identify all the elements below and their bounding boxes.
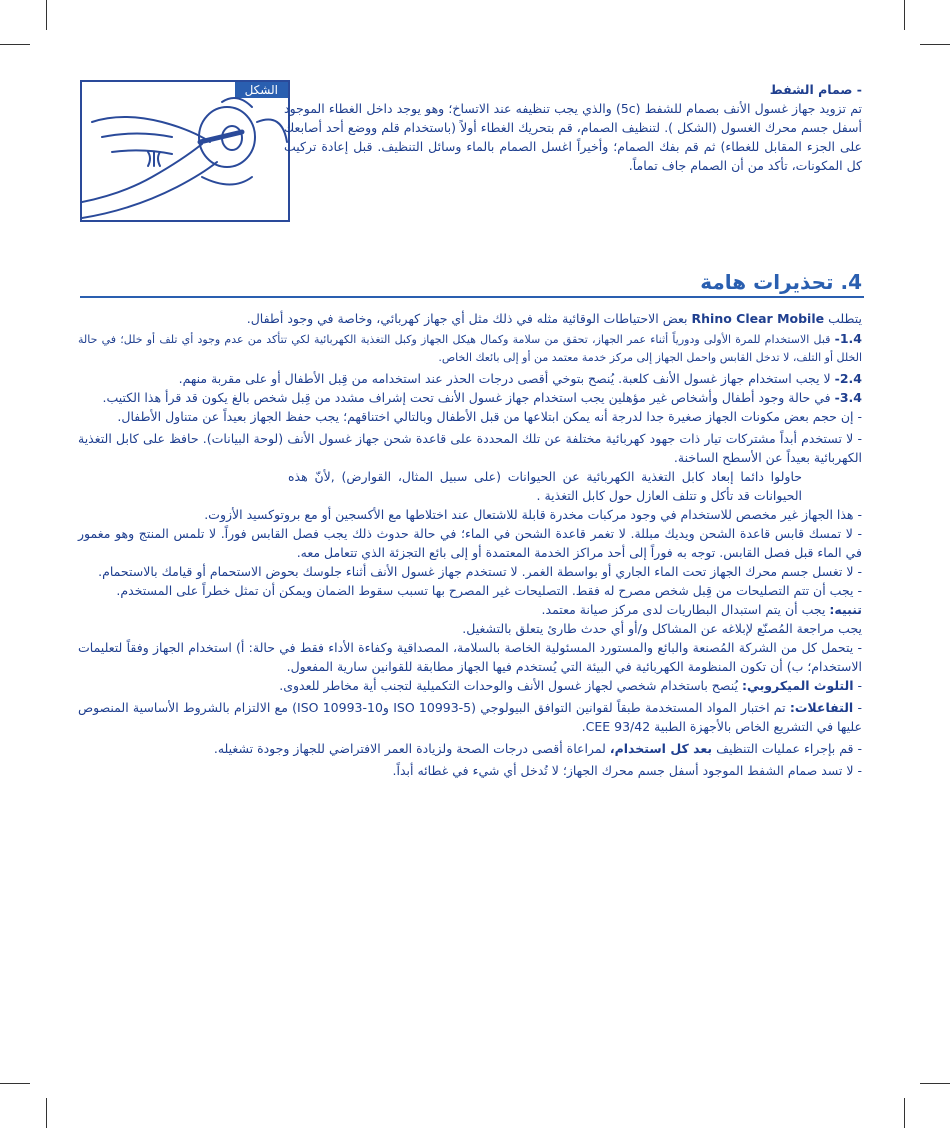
figure-label: الشكل xyxy=(235,82,288,98)
brand-name: Rhino Clear Mobile xyxy=(691,311,825,326)
bullet-report: يجب مراجعة المُصنّع لإبلاغه عن المشاكل و/أو أي حدث طارئ يتعلق بالتشغيل. xyxy=(462,621,862,636)
crop-mark xyxy=(46,0,47,30)
bullet-cleaning: - قم بإجراء عمليات التنظيف بعد كل استخدام، لمراعاة أقصى درجات الصحة ولزيادة العمر الافتراضي للجهاز وجودة تشغيله. xyxy=(213,741,862,756)
crop-mark xyxy=(920,1083,950,1084)
crop-mark xyxy=(904,1098,905,1128)
bullet-contamination: - التلوث الميكروبي: يُنصح باستخدام شخصي لجهاز غسول الأنف والوحدات التكميلية لتجنب أية مخاطر للعدوى. xyxy=(279,678,862,693)
item-3-4: 3.4- في حالة وجود أطفال وأشخاص غير مؤهلين يجب استخدام جهاز غسول الأنف تحت إشراف مشدد من قِبل شخص بالغ يكون قد قرأ هذا الكتيب. xyxy=(102,390,862,405)
bullet-repairs: - يجب أن تتم التصليحات من قِبل شخص مصرح له فقط. التصليحات غير المصرح بها تسبب سقوط الضمان ويمكن أن تمثل خطراً على المستخدم. xyxy=(116,583,862,598)
valve-section xyxy=(284,80,862,175)
bullet-wet-hands: - لا تمسك قابس قاعدة الشحن ويديك مبللة. لا تغمر قاعدة الشحن في الماء؛ في حالة حدوث ذلك يجب فصل القابس فوراً. لا تلمس المنتج وهو مغمور في الماء قبل فصل القابس. توجه به فوراً إلى أحد مراكز الخدمة المعتمدة أو إلى بائع التجزئة الذي تتعامل معه. xyxy=(78,526,862,560)
crop-mark xyxy=(46,1098,47,1128)
crop-mark xyxy=(0,44,30,45)
title-divider xyxy=(80,296,864,298)
item-2-4: 2.4- لا يجب استخدام جهاز غسول الأنف كلعبة. يُنصح بتوخي أقصى درجات الحذر عند استخدامه من قِبل الأطفال أو على مقربة منهم. xyxy=(178,371,862,386)
section-title: 4. تحذيرات هامة xyxy=(700,270,862,294)
crop-mark xyxy=(0,1083,30,1084)
bullet-no-washing: - لا تغسل جسم محرك الجهاز تحت الماء الجاري أو بواسطة الغمر. لا تستخدم جهاز غسول الأنف أثناء جلوسك بحوض الاستحمام أو قيامك بالاستحمام. xyxy=(98,564,862,579)
bullet-liability: - يتحمل كل من الشركة المُصنعة والبائع والمستورد المسئولية الخاصة بالسلامة، المصداقية وكفاءة الأداء فقط في حالة: أ) استخدام الجهاز وفقاً لتعليمات الاستخدام؛ ب) أن تكون المنظومة الكهربائية في البيئة التي يُستخدم فيها الجهاز مطابقة للقوانين سارية المفعول. xyxy=(78,640,862,674)
hand-device-illustration xyxy=(82,82,288,220)
valve-heading: - صمام الشفط xyxy=(769,82,862,97)
bullet-voltage: - لا تستخدم أبداً مشتركات تيار ذات جهود كهربائية مختلفة عن تلك المحددة على قاعدة شحن جهاز غسول الأنف (لوحة البيانات). حافظ على كابل التغذية الكهربائية بعيداً عن الأسطح الساخنة. xyxy=(78,431,862,465)
valve-figure xyxy=(80,80,290,222)
valve-text: تم تزويد جهاز غسول الأنف بصمام للشفط (5c) والذي يجب تنظيفه عند الاتساخ؛ وهو يوجد داخل الغطاء الموجود أسفل جسم محرك الغسول (الشكل ). لتنظيف الصمام، قم بتحريك الغطاء أولاً (باستخدام قلم ووضع أحد أصابعك على الجزء المقابل للغطاء) ثم قم بفك الصمام؛ وأخيراً اغسل الصمام بالماء وسائل التنظيف. قبل إعادة تركيب كل المكونات، تأكد من أن الصمام جاف تماماً. xyxy=(284,101,862,173)
bullet-caution: تنبيه: يجب أن يتم استبدال البطاريات لدى مركز صيانة معتمد. xyxy=(541,602,862,617)
bullet-small-parts: - إن حجم بعض مكونات الجهاز صغيرة جدا لدرجة أنه يمكن ابتلاعها من قبل الأطفال وبالتالي اختناقهم؛ يجب حفظ الجهاز بعيداً عن متناول الأطفال. xyxy=(117,409,862,424)
bullet-valve: - لا تسد صمام الشفط الموجود أسفل جسم محرك الجهاز؛ لا تُدخل أي شيء في غطائه أبداً. xyxy=(392,763,862,778)
crop-mark xyxy=(920,44,950,45)
bullet-anesthetic: - هذا الجهاز غير مخصص للاستخدام في وجود مركبات مخدرة قابلة للاشتعال عند اختلاطها مع الأكسجين أو مع بروتوكسيد الأزوت. xyxy=(204,507,862,522)
item-1-4: 1.4- قبل الاستخدام للمرة الأولى ودورياً أثناء عمر الجهاز، تحقق من سلامة وكمال هيكل الجهاز وكبل التغذية الكهربائية لكي تتأكد من عدم وجود أي تلف أو خلل؛ في حالة الخلل أو التلف، لا تدخل القابس واحمل الجهاز إلى مركز خدمة معتمد من أو إلى بائعك الخاص. xyxy=(78,331,862,364)
intro-paragraph: يتطلب Rhino Clear Mobile بعض الاحتياطات الوقائية مثله في ذلك مثل أي جهاز كهربائي، وخاصة في وجود أطفال. xyxy=(246,311,862,326)
bullet-animals: حاولوا دائما إبعاد كابل التغذية الكهربائية عن الحيوانات (على سبيل المثال، القوارض) ,لأنّ هذه الحيوانات قد تأكل و تتلف العازل حول كابل التغذية . xyxy=(288,469,802,503)
crop-mark xyxy=(904,0,905,30)
bullet-interactions: - التفاعلات: تم اختبار المواد المستخدمة طبقاً لقوانين التوافق البيولوجي (ISO 10993-5 وISO 10993-10) مع الالتزام بالشروط الأساسية المنصوص عليها في التشريع الخاص بالأجهزة الطبية 93/42 CEE. xyxy=(78,700,862,734)
warnings-body xyxy=(78,309,862,780)
